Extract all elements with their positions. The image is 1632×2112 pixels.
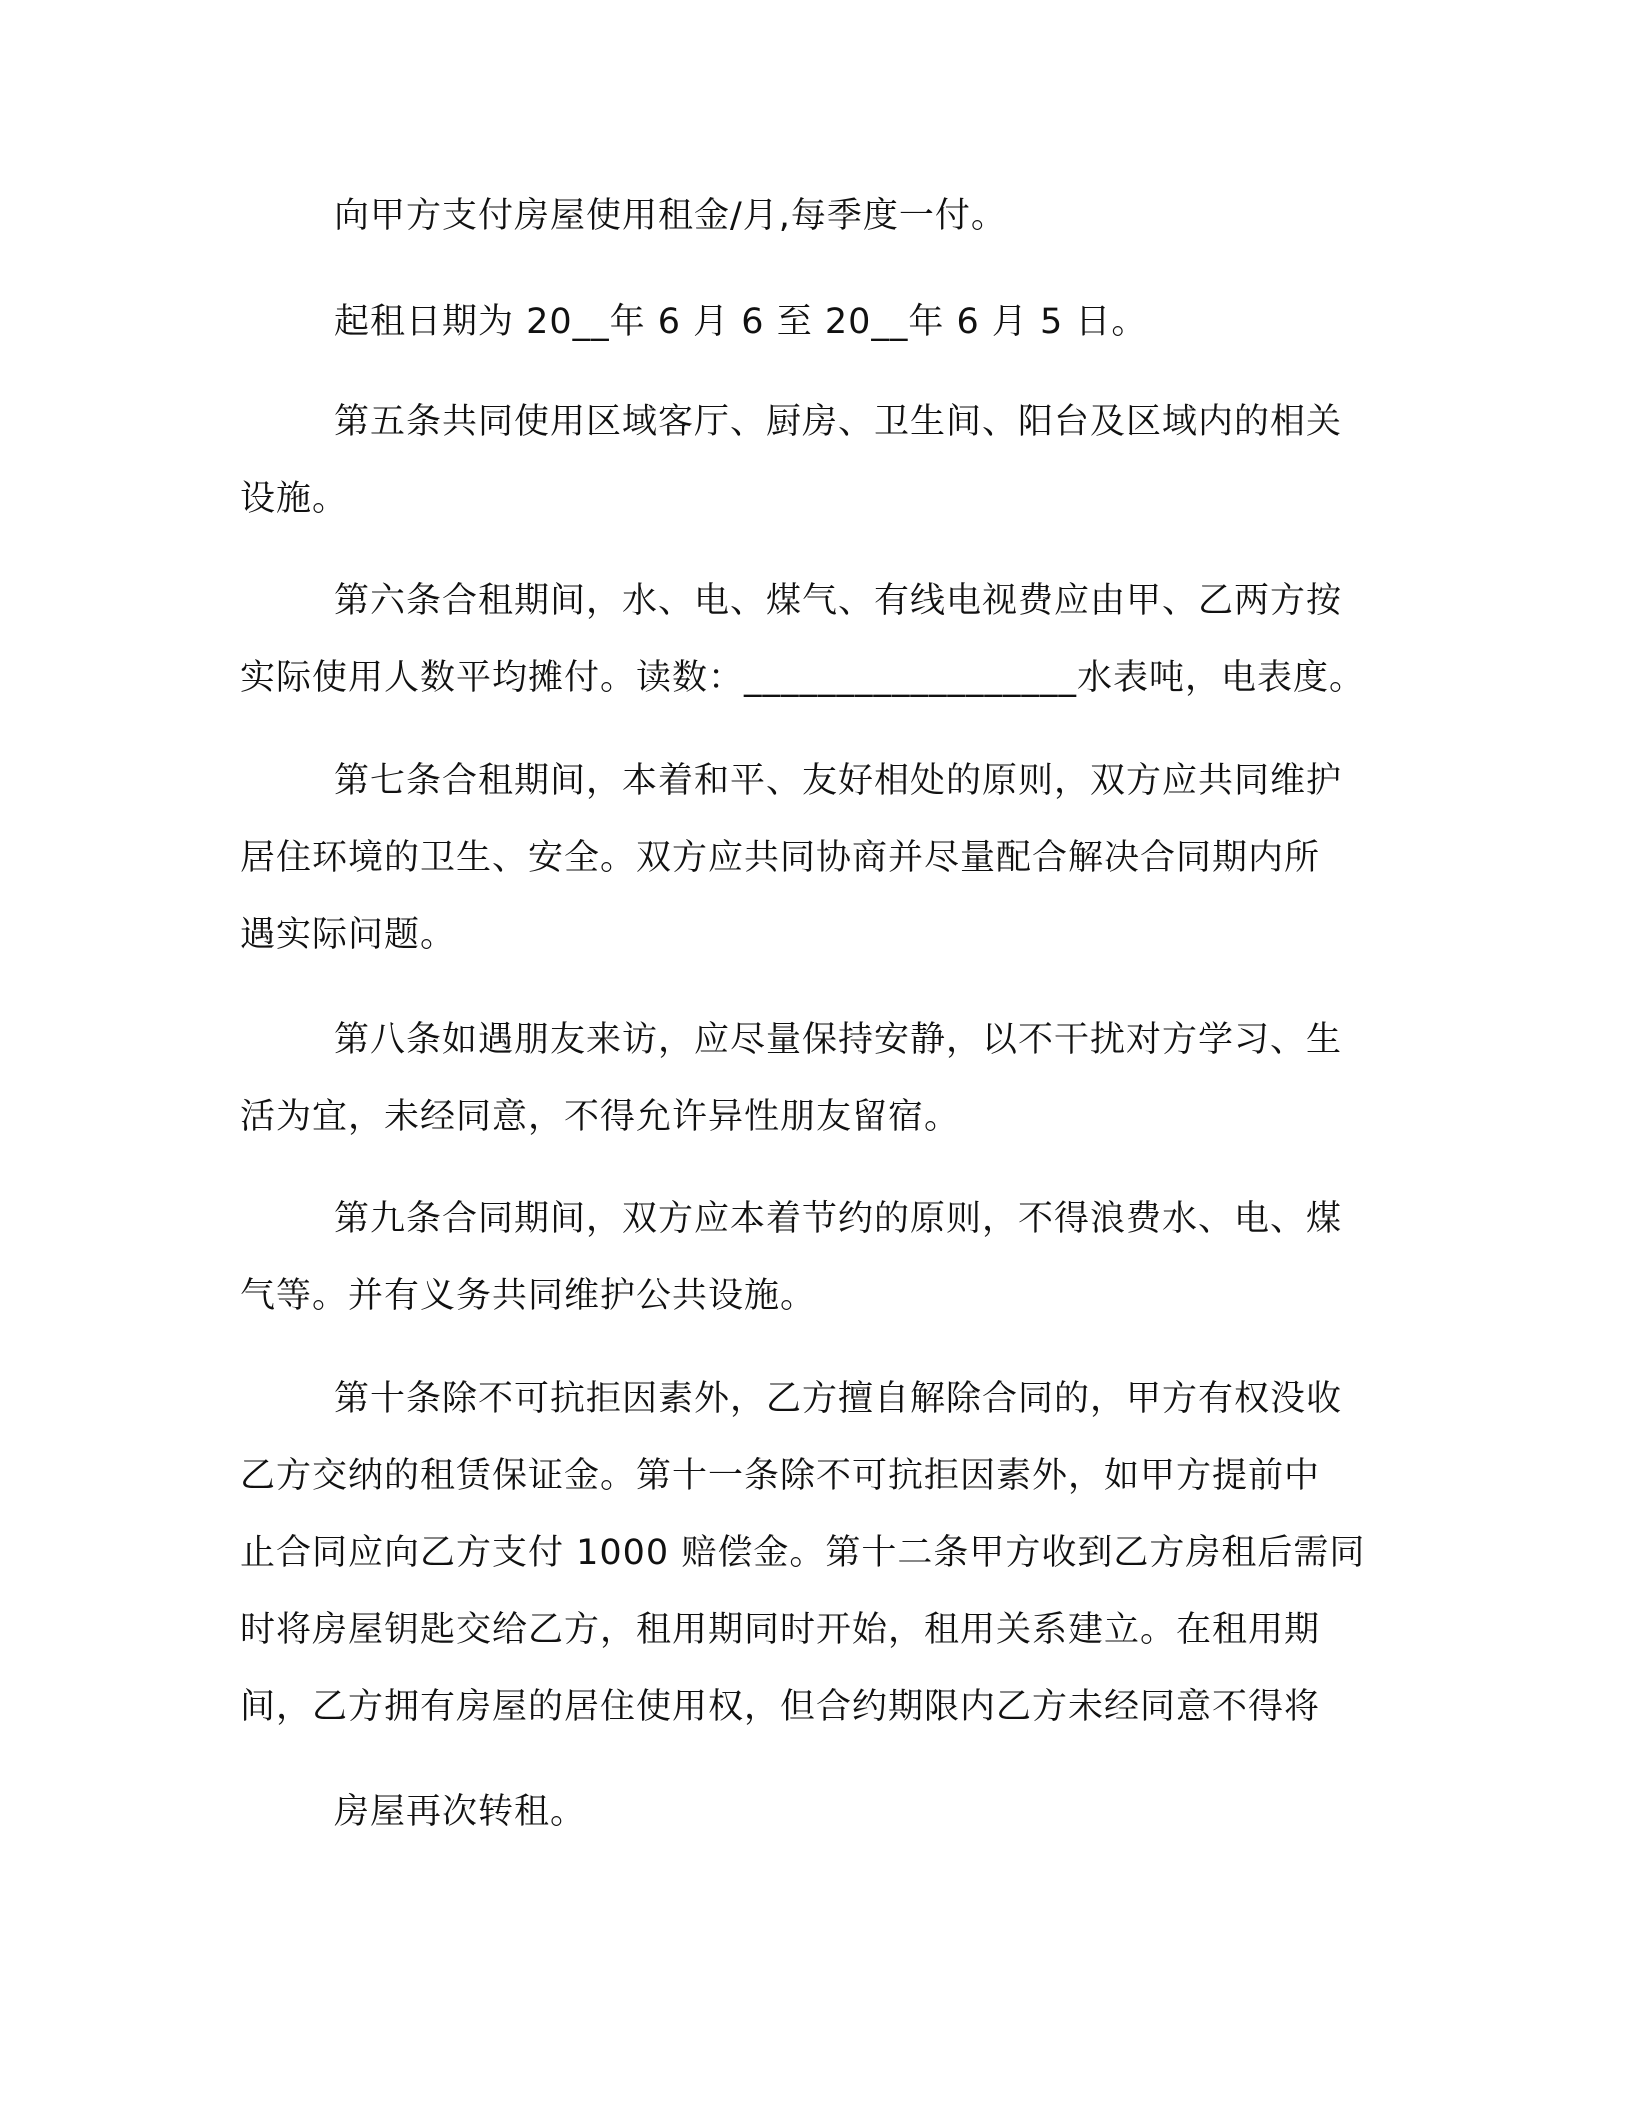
text-line: 时将房屋钥匙交给乙方，租用期同时开始，租用关系建立。在租用期 xyxy=(240,1610,1321,1650)
paragraph-article-5 xyxy=(240,384,1400,538)
text-line: 实际使用人数平均摊付。读数：__________________水表吨，电表度。 xyxy=(240,658,1366,698)
text-line: 第七条合租期间，本着和平、友好相处的原则，双方应共同维护 xyxy=(334,761,1343,801)
paragraph-article-6 xyxy=(240,563,1400,717)
text-line: 遇实际问题。 xyxy=(240,915,457,955)
text-line: 居住环境的卫生、安全。双方应共同协商并尽量配合解决合同期内所 xyxy=(240,838,1321,878)
paragraph-article-8 xyxy=(240,1002,1400,1156)
text-line: 设施。 xyxy=(240,479,349,519)
text-line: 起租日期为 20__年 6 月 6 至 20__年 6 月 5 日。 xyxy=(334,302,1148,342)
text-line: 第九条合同期间，双方应本着节约的原则，不得浪费水、电、煤 xyxy=(334,1199,1343,1239)
text-line: 第五条共同使用区域客厅、厨房、卫生间、阳台及区域内的相关 xyxy=(334,402,1343,442)
text-line: 第八条如遇朋友来访，应尽量保持安静，以不干扰对方学习、生 xyxy=(334,1020,1343,1060)
text-line: 乙方交纳的租赁保证金。第十一条除不可抗拒因素外，如甲方提前中 xyxy=(240,1456,1321,1496)
text-line: 活为宜，未经同意，不得允许异性朋友留宿。 xyxy=(240,1097,961,1137)
text-line: 间，乙方拥有房屋的居住使用权，但合约期限内乙方未经同意不得将 xyxy=(240,1687,1321,1727)
text-line: 止合同应向乙方支付 1000 赔偿金。第十二条甲方收到乙方房租后需同 xyxy=(240,1533,1366,1573)
paragraph-rent-payment xyxy=(240,178,1400,255)
text-line: 第十条除不可抗拒因素外，乙方擅自解除合同的，甲方有权没收 xyxy=(334,1379,1343,1419)
paragraph-article-9 xyxy=(240,1181,1400,1335)
text-line: 气等。并有义务共同维护公共设施。 xyxy=(240,1276,817,1316)
text-line: 向甲方支付房屋使用租金/月,每季度一付。 xyxy=(334,196,1007,236)
paragraph-articles-10-12 xyxy=(240,1361,1400,1746)
text-line: 第六条合租期间，水、电、煤气、有线电视费应由甲、乙两方按 xyxy=(334,581,1343,621)
paragraph-article-7 xyxy=(240,743,1400,974)
text-line: 房屋再次转租。 xyxy=(334,1792,587,1832)
paragraph-sublease xyxy=(240,1774,1400,1851)
paragraph-lease-dates xyxy=(240,284,1400,361)
